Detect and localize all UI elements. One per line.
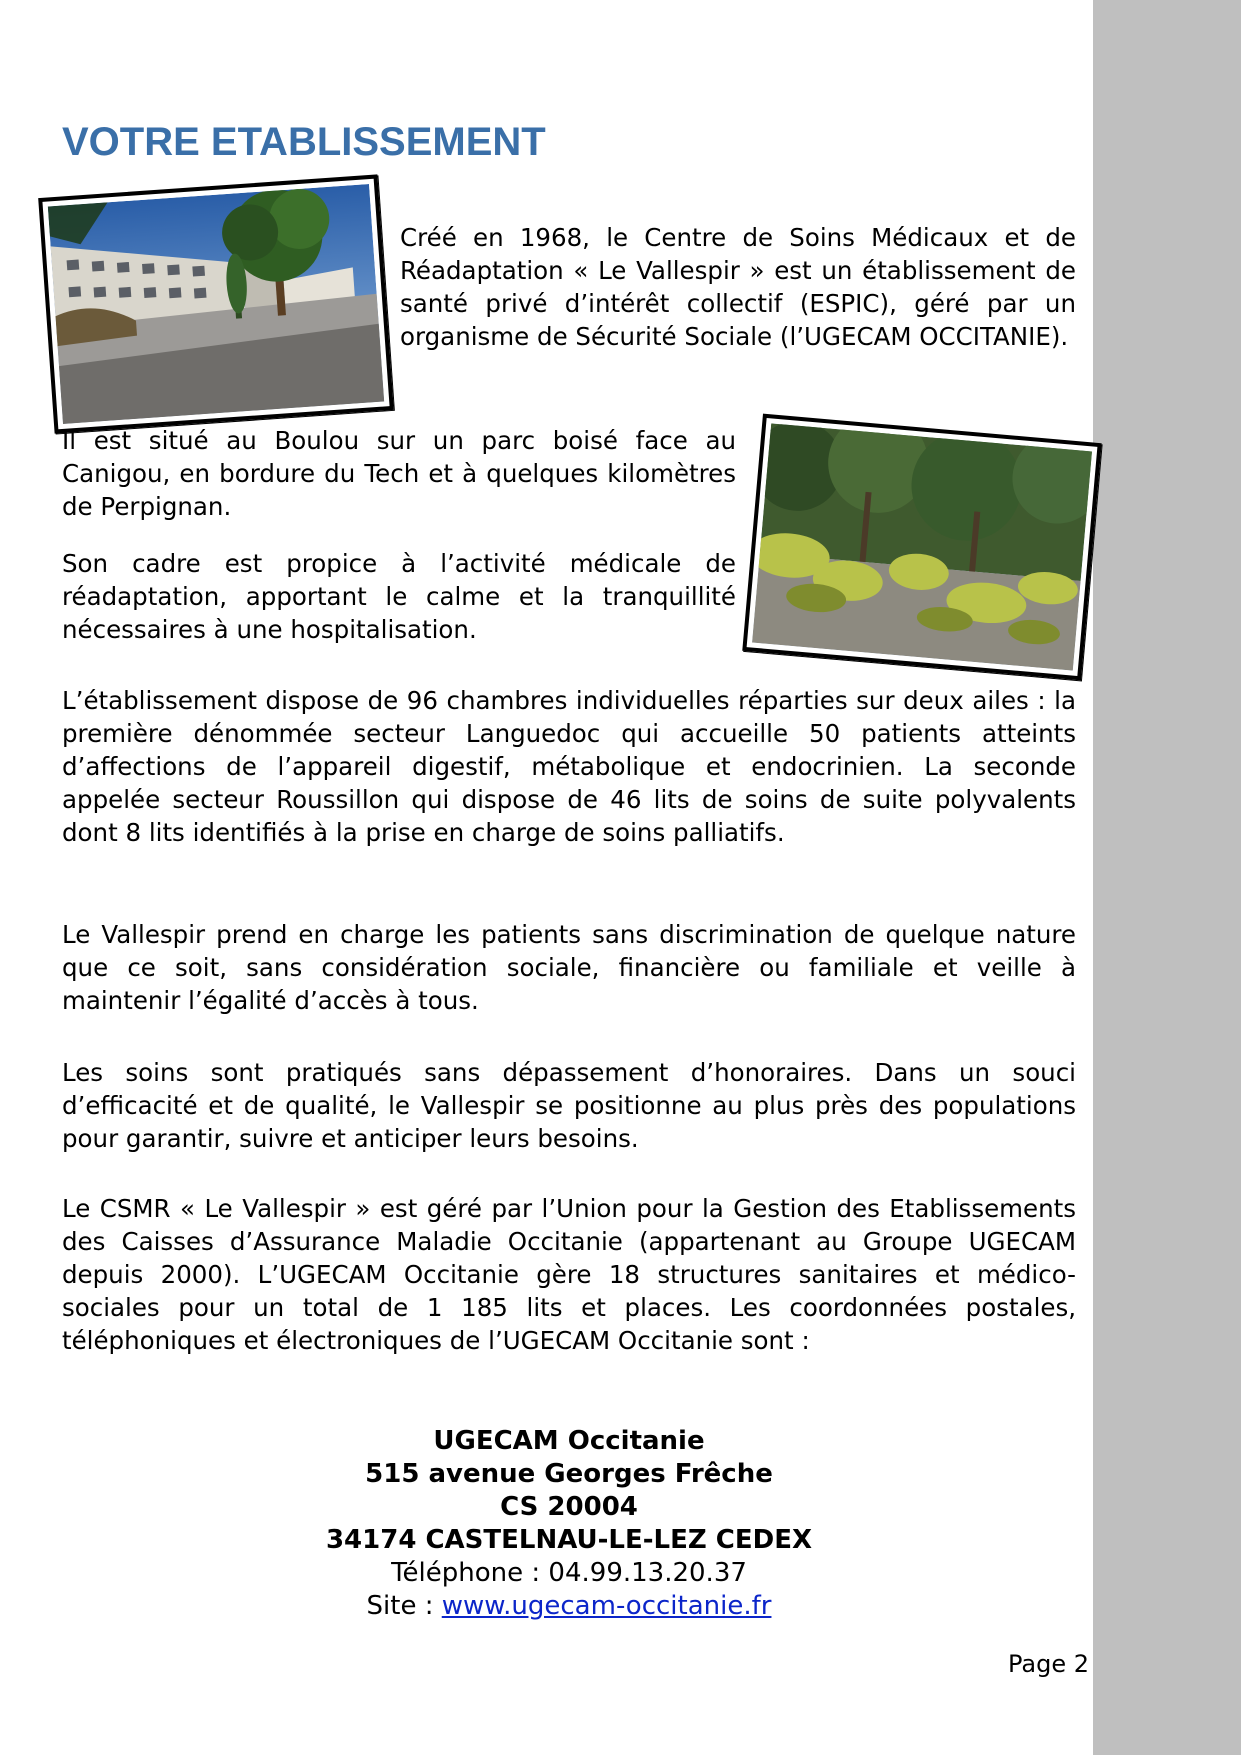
address-phone: Téléphone : 04.99.13.20.37 [391,1558,747,1588]
paragraph-rooms: L’établissement dispose de 96 chambres individuelles réparties sur deux ailes : la première dénommée secteur Languedoc qui accueille 50 patients atteints d’affections de l’appareil digestif, métabolique et endocrinien. La seconde appelée secteur Roussillon qui dispose de 46 lits de soins de suite polyvalents dont 8 lits identifiés à la prise en charge de soins palliatifs. [62,686,1076,847]
website-link[interactable]: www.ugecam-occitanie.fr [441,1591,772,1621]
page-title: VOTRE ETABLISSEMENT [62,120,546,164]
address-street: 515 avenue Georges Frêche [365,1459,773,1489]
paragraph-non-discrimination: Le Vallespir prend en charge les patients sans discrimination de quelque nature que ce soit, sans considération sociale, financière ou familiale et veille à maintenir l’égalité d’accès à tous. [62,920,1076,1015]
paragraph-location: Il est situé au Boulou sur un parc boisé face au Canigou, en bordure du Tech et à quelques kilomètres de Perpignan. [62,426,736,521]
paragraph-setting: Son cadre est propice à l’activité médicale de réadaptation, apportant le calme et la tranquillité nécessaires à une hospitalisation. [62,549,736,644]
address-cs: CS 20004 [500,1492,638,1522]
address-site [62,1590,1076,1623]
page-margin-sidebar [1093,0,1241,1755]
paragraph-intro: Créé en 1968, le Centre de Soins Médicaux et de Réadaptation « Le Vallespir » est un établissement de santé privé d’intérêt collectif (ESPIC), géré par un organisme de Sécurité Sociale (l’UGECAM OCCITANIE). [400,223,1076,351]
site-label: Site : [366,1591,442,1621]
paragraph-management: Le CSMR « Le Vallespir » est géré par l’Union pour la Gestion des Etablissements des Caisses d’Assurance Maladie Occitanie (appartenant au Groupe UGECAM depuis 2000). L’UGECAM Occitanie gère 18 structures sanitaires et médico-sociales pour un total de 1 185 lits et places. Les coordonnées postales, téléphoniques et électroniques de l’UGECAM Occitanie sont : [62,1194,1076,1355]
address-city: 34174 CASTELNAU-LE-LEZ CEDEX [325,1525,813,1555]
address-organization: UGECAM Occitanie [433,1426,705,1456]
contact-address-block [62,1425,1076,1623]
paragraph-fees: Les soins sont pratiqués sans dépassement d’honoraires. Dans un souci d’efficacité et de qualité, le Vallespir se positionne au plus près des populations pour garantir, suivre et anticiper leurs besoins. [62,1058,1076,1153]
page-number: Page 2 [1008,1650,1089,1678]
park-photo [742,414,1101,681]
building-photo [38,174,394,433]
